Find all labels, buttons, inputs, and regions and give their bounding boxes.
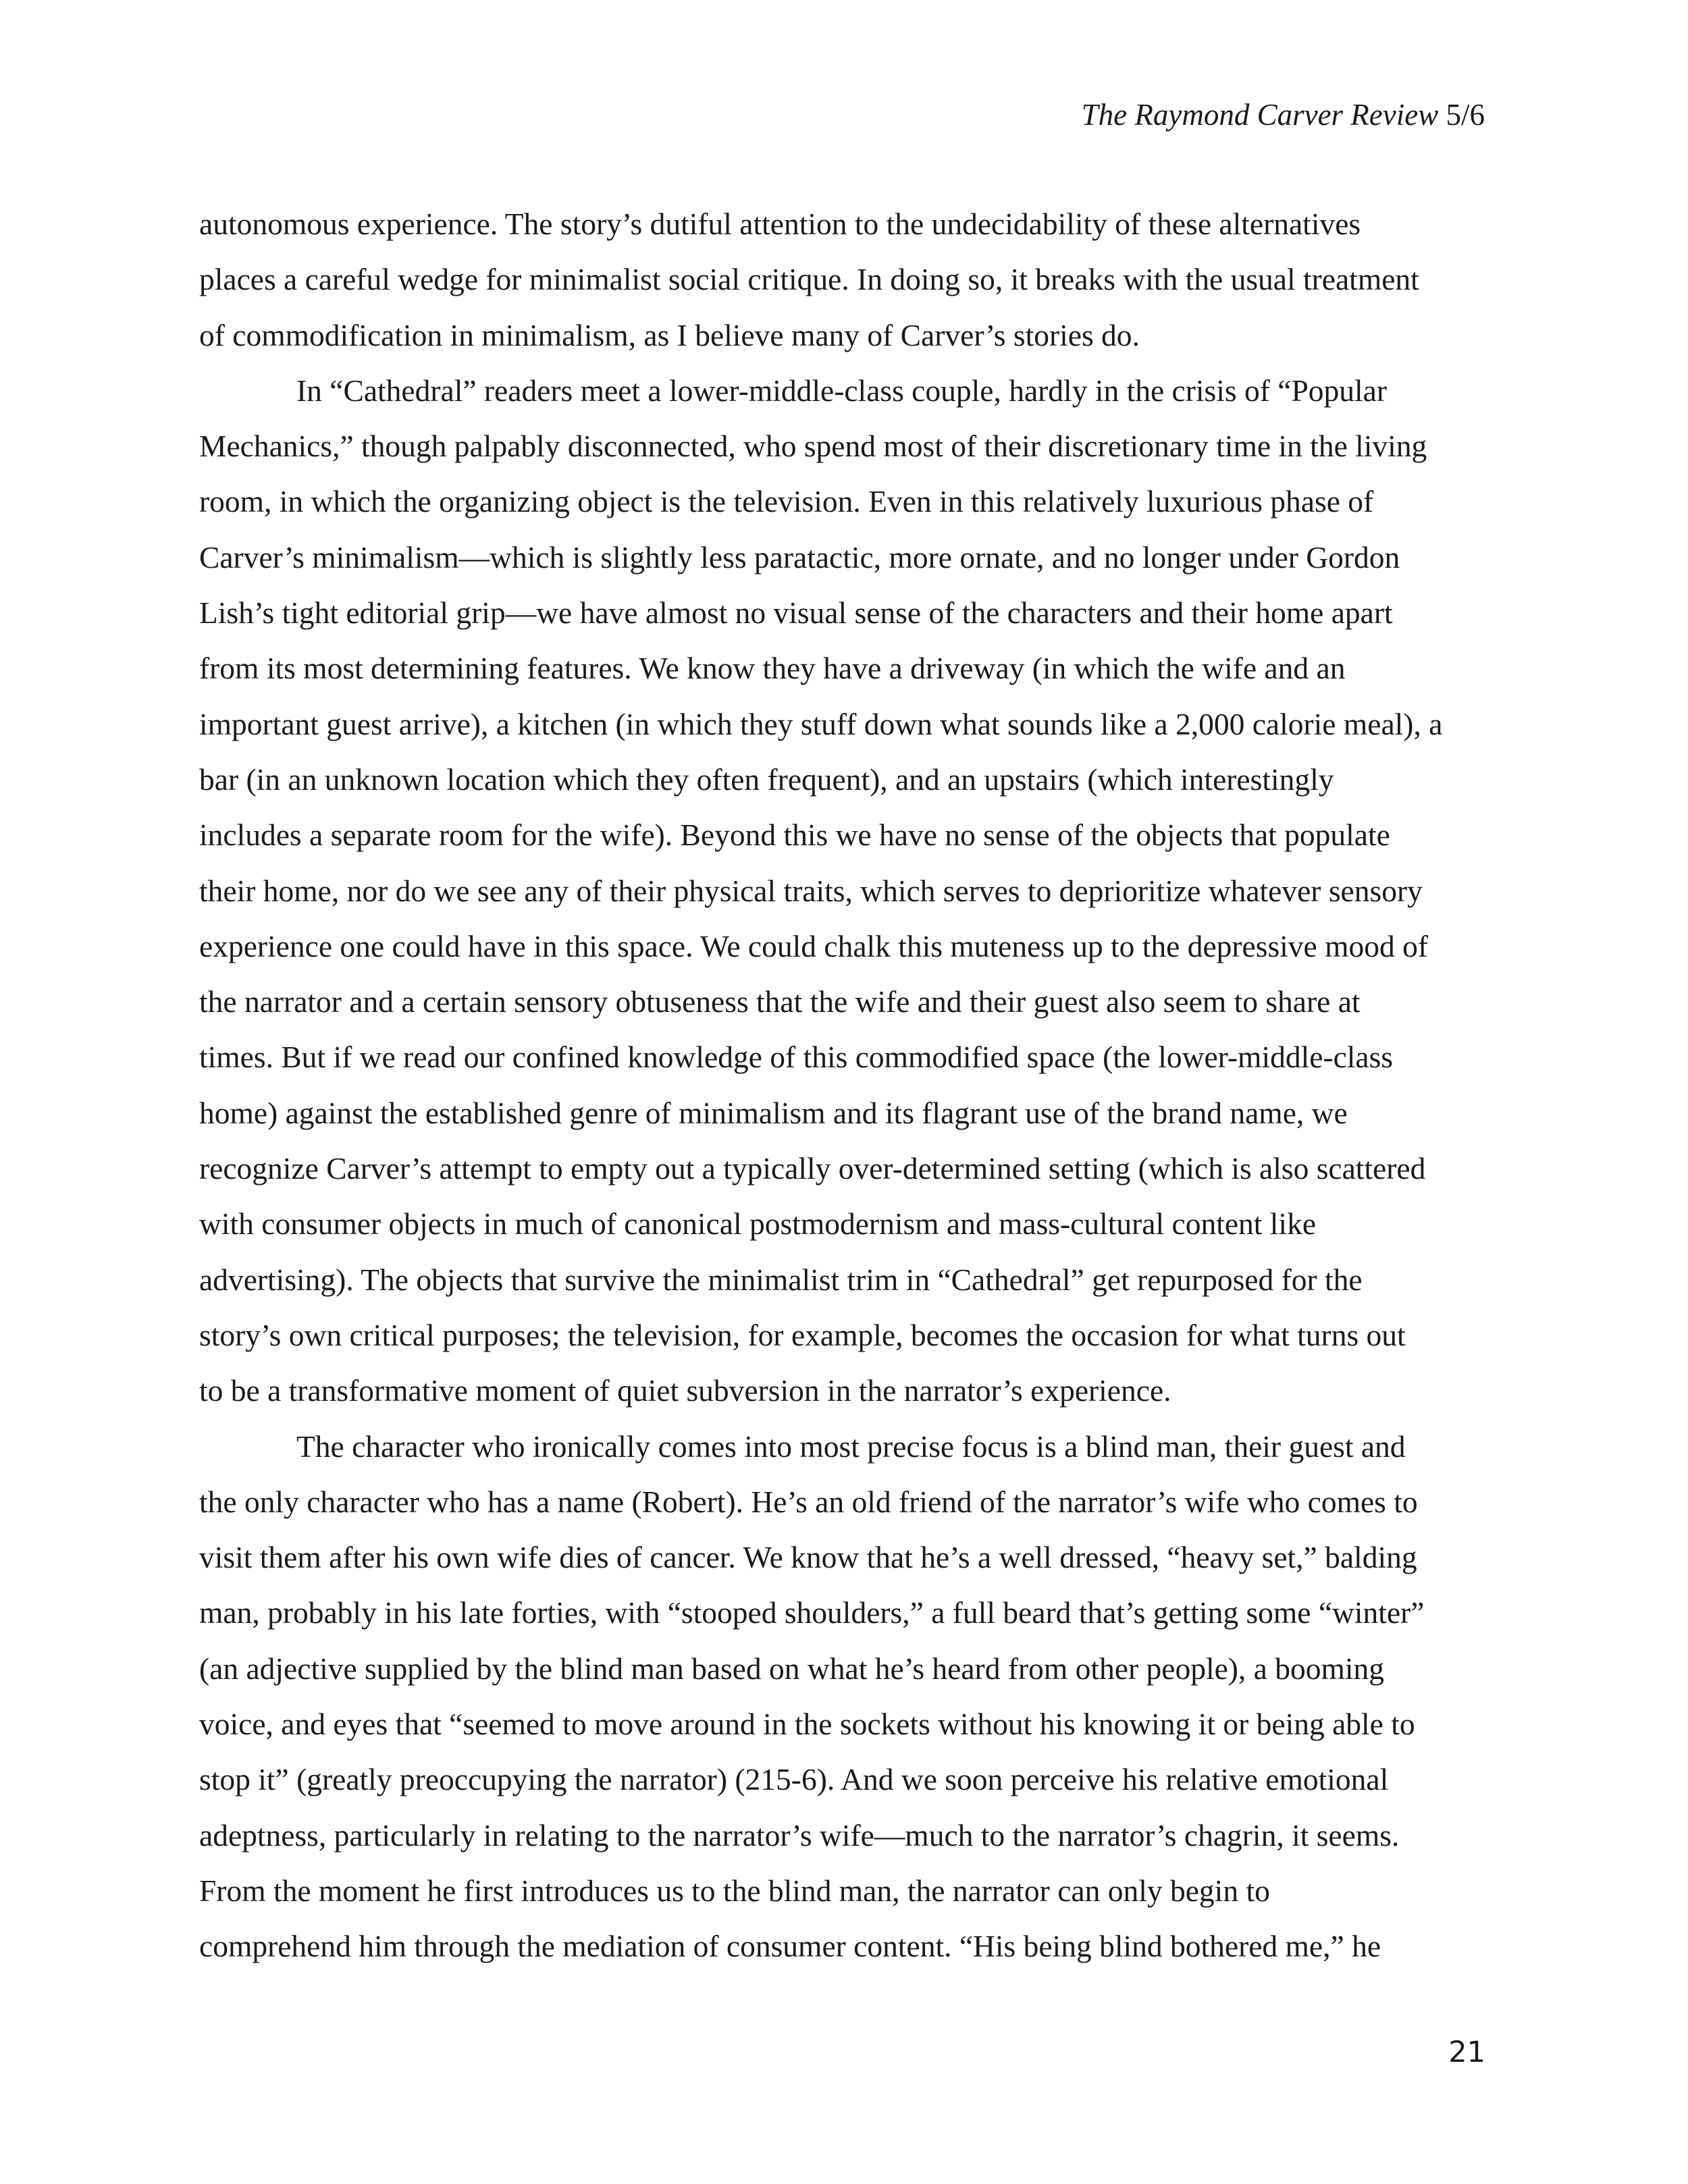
text-line: comprehend him through the mediation of consumer content. “His being blind bothered me,” he xyxy=(199,1929,1381,1964)
journal-title: The Raymond Carver Review xyxy=(1081,98,1439,132)
text-line: stop it” (greatly preoccupying the narrator) (215-6). And we soon perceive his relative emotional xyxy=(199,1762,1389,1797)
text-line: bar (in an unknown location which they often frequent), and an upstairs (which interestingly xyxy=(199,762,1334,797)
text-line: Mechanics,” though palpably disconnected, who spend most of their discretionary time in the living xyxy=(199,429,1427,464)
text-line: with consumer objects in much of canonical postmodernism and mass-cultural content like xyxy=(199,1206,1317,1242)
paragraph xyxy=(199,363,1479,1419)
text-line: room, in which the organizing object is the television. Even in this relatively luxurious phase of xyxy=(199,484,1374,519)
text-line: the narrator and a certain sensory obtuseness that the wife and their guest also seem to share at xyxy=(199,984,1361,1019)
text-line: home) against the established genre of minimalism and its flagrant use of the brand name, we xyxy=(199,1095,1348,1130)
text-line: advertising). The objects that survive the minimalist trim in “Cathedral” get repurposed for the xyxy=(199,1262,1363,1297)
text-line: voice, and eyes that “seemed to move around in the sockets without his knowing it or being able to xyxy=(199,1707,1415,1742)
text-line: times. But if we read our confined knowledge of this commodified space (the lower-middle-class xyxy=(199,1040,1394,1075)
text-line: (an adjective supplied by the blind man based on what he’s heard from other people), a booming xyxy=(199,1651,1385,1686)
text-line: story’s own critical purposes; the television, for example, becomes the occasion for what turns out xyxy=(199,1317,1406,1352)
text-line: important guest arrive), a kitchen (in which they stuff down what sounds like a 2,000 calorie meal), a xyxy=(199,706,1443,741)
text-line: In “Cathedral” readers meet a lower-middle-class couple, hardly in the crisis of “Popular xyxy=(296,373,1387,408)
body-text xyxy=(199,196,1479,1975)
text-line: Lish’s tight editorial grip—we have almost no visual sense of the characters and their home apart xyxy=(199,595,1393,631)
text-line: their home, nor do we see any of their physical traits, which serves to deprioritize whatever sensory xyxy=(199,873,1423,908)
page-number: 21 xyxy=(1448,2035,1485,2069)
text-line: The character who ironically comes into most precise focus is a blind man, their guest and xyxy=(296,1429,1406,1464)
text-line: from its most determining features. We know they have a driveway (in which the wife and an xyxy=(199,651,1346,686)
text-line: visit them after his own wife dies of cancer. We know that he’s a well dressed, “heavy set,” balding xyxy=(199,1540,1417,1575)
paragraph xyxy=(199,196,1479,363)
text-line: to be a transformative moment of quiet subversion in the narrator’s experience. xyxy=(199,1373,1171,1408)
text-line: experience one could have in this space. We could chalk this muteness up to the depressive mood of xyxy=(199,928,1429,963)
text-line: places a careful wedge for minimalist social critique. In doing so, it breaks with the usual treatment xyxy=(199,262,1419,297)
text-line: of commodification in minimalism, as I believe many of Carver’s stories do. xyxy=(199,317,1140,352)
text-line: Carver’s minimalism—which is slightly less paratactic, more ornate, and no longer under Gordon xyxy=(199,539,1400,575)
text-line: recognize Carver’s attempt to empty out a typically over-determined setting (which is also scattered xyxy=(199,1151,1426,1186)
page-range: 5/6 xyxy=(1446,98,1485,132)
paragraph xyxy=(199,1419,1479,1975)
text-line: adeptness, particularly in relating to the narrator’s wife—much to the narrator’s chagrin, it seems. xyxy=(199,1817,1400,1853)
text-line: man, probably in his late forties, with “stooped shoulders,” a full beard that’s getting some “winter” xyxy=(199,1595,1425,1630)
running-head xyxy=(1082,96,1485,134)
text-line: autonomous experience. The story’s dutiful attention to the undecidability of these alternatives xyxy=(199,207,1361,241)
text-line: includes a separate room for the wife). Beyond this we have no sense of the objects that populate xyxy=(199,818,1390,853)
text-line: the only character who has a name (Robert). He’s an old friend of the narrator’s wife who comes to xyxy=(199,1484,1418,1519)
text-line: From the moment he first introduces us to the blind man, the narrator can only begin to xyxy=(199,1873,1270,1908)
